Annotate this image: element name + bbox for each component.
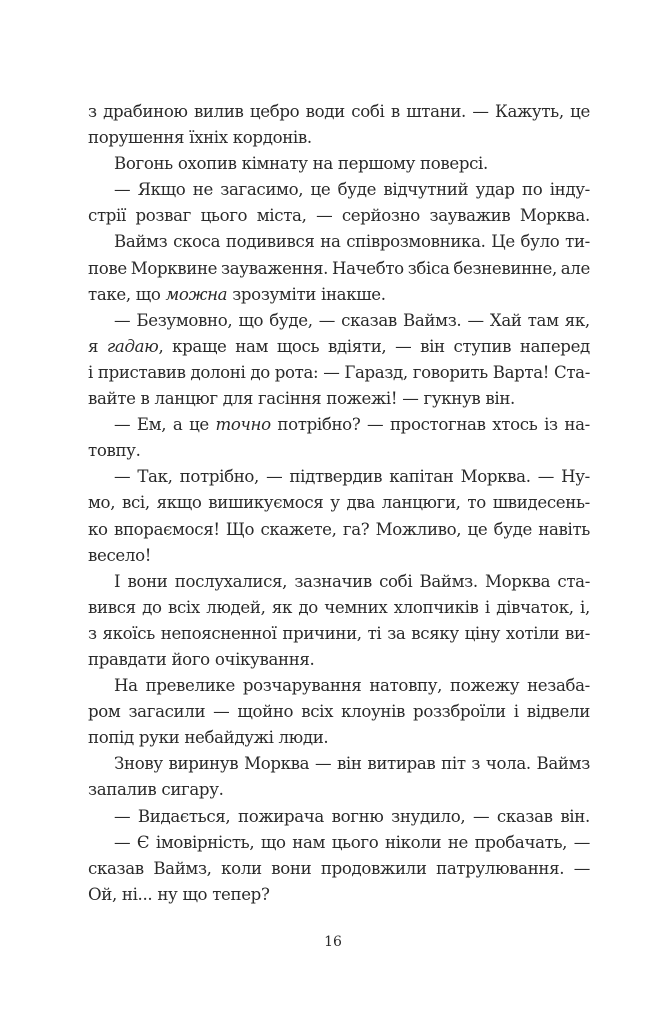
text-line: — Безумовно, що буде, — сказав Ваймз. — Хай там як, [114,310,590,330]
page-number: 16 [324,934,342,950]
text-line: ром загасили — щойно всіх клоунів роззброїли і відвели [88,702,590,722]
text-line: вився до всіх людей, як до чемних хлопчиків і дівчаток, і, [88,597,590,617]
text-line: На превелике розчарування натовпу, пожежу незаба- [114,676,590,696]
text-line: вайте в ланцюг для гасіння пожежі! — гукнув він. [88,389,515,409]
text-line: — Є імовірність, що нам цього ніколи не пробачать, — [114,832,590,852]
text-line: Знову виринув Морква — він витирав піт з чола. Ваймз [114,754,590,774]
text-line: запалив сигару. [88,780,224,800]
text-line: мо, всі, якщо вишикуємося у два ланцюги, то швидесень- [88,493,590,513]
text-line: Вогонь охопив кімнату на першому поверсі. [114,154,488,174]
text-line: Ваймз скоса подивився на співрозмовника. Це було ти- [114,232,590,252]
text-line: — Так, потрібно, — підтвердив капітан Морква. — Ну- [114,467,590,487]
text-line: стрії розваг цього міста, — серйозно зауважив Морква. [88,206,590,226]
text-line: сказав Ваймз, коли вони продовжили патрулювання. — [88,858,590,878]
text-line: таке, що можна зрозуміти інакше. [88,284,386,304]
text-line: я гадаю, краще нам щось вдіяти, — він ступив наперед [88,336,590,356]
text-line: пове Морквине зауваження. Начебто збіса безневинне, але [88,258,590,278]
body-text [88,99,590,908]
text-line: — Якщо не загасимо, це буде відчутний удар по інду- [114,180,590,200]
text-line: і приставив долоні до рота: — Гаразд, говорить Варта! Ста- [88,362,590,382]
text-line: порушення їхніх кордонів. [88,128,312,148]
text-line: правдати його очікування. [88,649,315,669]
text-line: — Видається, пожирача вогню знудило, — сказав він. [114,806,590,826]
text-line: з якоїсь непоясненної причини, ті за всяку ціну хотіли ви- [88,623,590,643]
text-line: ко впораємося! Що скажете, га? Можливо, це буде навіть [88,519,590,539]
text-line: весело! [88,545,152,565]
text-line: Ой, ні... ну що тепер? [88,884,270,904]
text-line: з драбиною вилив цебро води собі в штани. — Кажуть, це [88,102,590,121]
text-line: товпу. [88,441,141,461]
text-line: попід руки небайдужі люди. [88,728,329,748]
text-line: І вони послухалися, зазначив собі Ваймз. Морква ста- [114,571,590,591]
text-line: — Ем, а це точно потрібно? — простогнав хтось із на- [114,415,590,435]
